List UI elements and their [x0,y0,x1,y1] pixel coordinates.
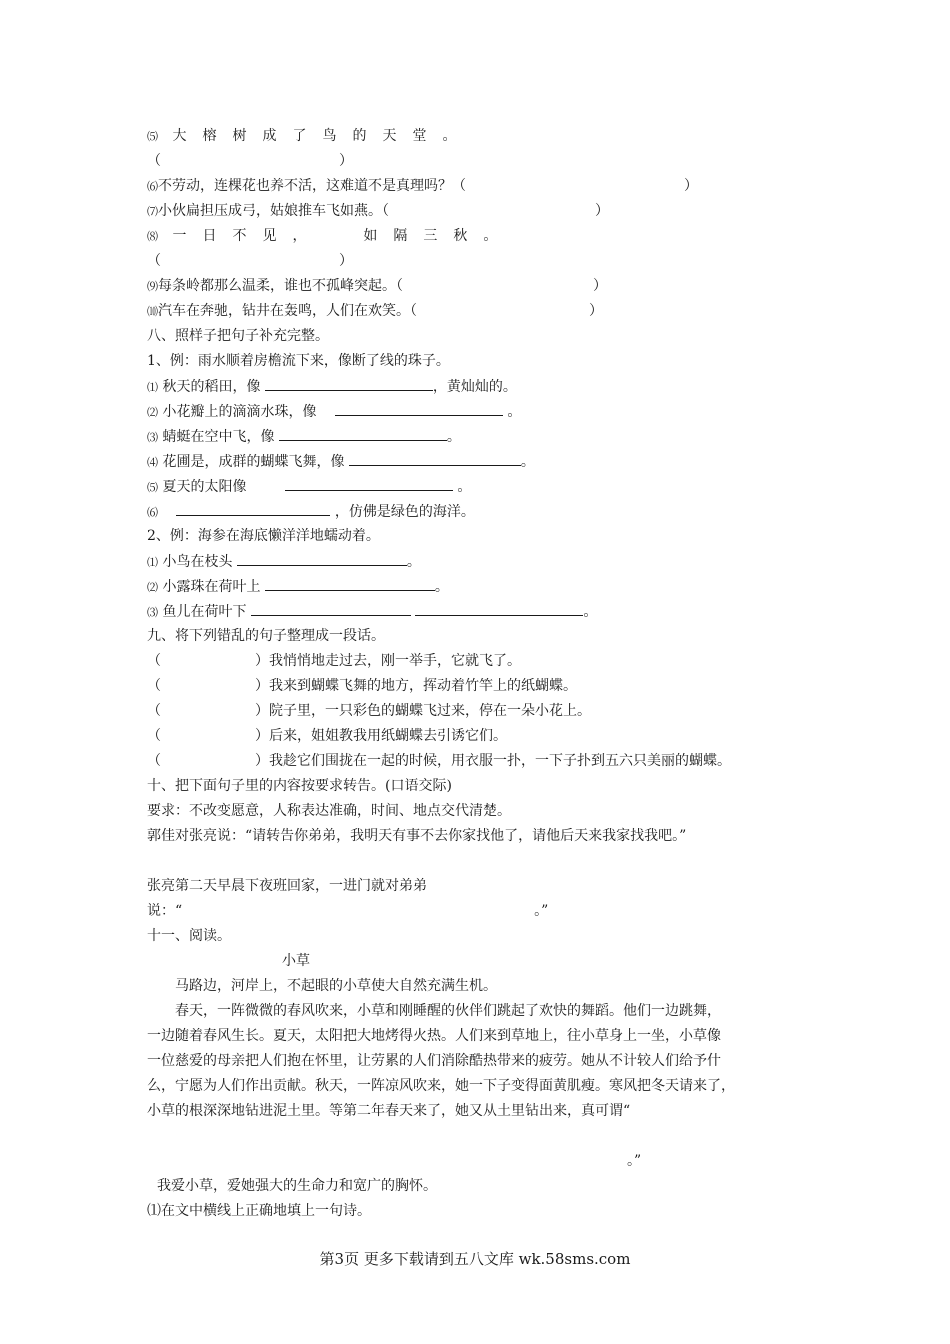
sentence-after: 。 [446,429,461,445]
sentence-after: 。 [507,404,522,420]
item-number: ⑵ [147,581,158,594]
open-paren[interactable]: （ [147,678,161,694]
fill-blank[interactable] [335,399,503,416]
sentence-text: 我趁它们围拢在一起的时候，用衣服一扑，一下子扑到五六只美丽的蝴蝶。 [269,753,731,769]
section-9-heading: 九、将下列错乱的句子整理成一段话。 [147,628,385,644]
s8-2-item-3 [147,599,827,624]
s7-item-6 [147,174,827,199]
item-number: ⑵ [147,406,158,419]
s9-item [147,724,827,749]
s8-1-item-5 [147,474,827,499]
fill-blank[interactable] [415,599,583,616]
item-number: ⑴ [147,556,158,569]
sentence-text: 院子里，一只彩色的蝴蝶飞过来，停在一朵小花上。 [269,703,591,719]
item-number: ⑹ [147,180,158,193]
item-number: ⑶ [147,431,158,444]
item-number: ⑴ [147,381,158,394]
sentence-after: 。 [434,579,449,595]
sentence-before: 秋天的稻田，像 [162,379,261,395]
open-paren[interactable]: （ [147,728,161,744]
quote-close: 。” [534,903,549,919]
sentence-text: 一日不见， 如隔三秋。 [172,228,514,244]
fill-blank[interactable] [176,499,330,516]
open-paren[interactable]: （ [147,753,161,769]
sentence-after: 。 [406,554,421,570]
answer-paren[interactable]: （ ） [147,153,354,169]
section-8-heading: 八、照样子把句子补充完整。 [147,328,329,344]
item-number: ⑻ [147,230,158,243]
reading-p2-line: 春天，一阵微微的春风吹来，小草和刚睡醒的伙伴们跳起了欢快的舞蹈。他们一边跳舞， [175,1003,721,1019]
page-footer: 第3页 更多下载请到五八文库 wk.58sms.com [319,1250,631,1268]
sentence-before: 鱼儿在荷叶下 [162,604,247,620]
s9-item [147,749,827,774]
sentence-after: 。 [583,604,598,620]
fill-blank[interactable] [265,374,433,391]
s7-item-7 [147,199,827,224]
item-number: ⑸ [147,481,158,494]
item-number: ⑹ [147,506,158,519]
fill-blank[interactable] [265,574,435,591]
s9-item [147,674,827,699]
s8-example-2: 2、例：海参在海底懒洋洋地蠕动着。 [147,528,380,544]
quote-open: 说：“ [147,903,183,919]
s8-1-item-3 [147,424,827,449]
sentence-before: 蜻蜓在空中飞，像 [162,429,275,445]
s10-line2 [147,899,827,924]
close-paren: ） [255,728,269,744]
reading-p2-end [147,1149,827,1174]
sentence-after: ，黄灿灿的。 [432,379,517,395]
item-number: ⑼ [147,280,158,293]
close-paren: ） [255,703,269,719]
reading-p1: 马路边，河岸上，不起眼的小草使大自然充满生机。 [175,978,497,994]
s7-item-9 [147,274,827,299]
sentence-text: 每条岭都那么温柔，谁也不孤峰突起。（ [158,278,403,294]
sentence-text: 小伙扁担压成弓，姑娘推车飞如燕。（ [158,203,389,219]
spacer [147,1124,827,1149]
reading-p2-line: 一边随着春风生长。夏天，太阳把大地烤得火热。人们来到草地上，往小草身上一坐，小草像 [147,1028,721,1044]
sentence-before: 小露珠在荷叶上 [162,579,261,595]
item-number: ⑺ [147,205,158,218]
reading-p2-line: 小草的根深深地钻进泥土里。等第二年春天来了，她又从土里钻出来，真可谓“ [147,1103,631,1119]
sentence-text: 大榕树成了鸟的天堂。 [172,128,473,144]
worksheet-page [147,124,827,1224]
fill-blank[interactable] [285,474,453,491]
open-paren[interactable]: （ [147,703,161,719]
s7-item-5-answer [147,149,827,174]
s8-example-1: 1、例：雨水顺着房檐流下来，像断了线的珠子。 [147,353,450,369]
section-11-heading: 十一、阅读。 [147,928,231,944]
s7-item-5 [147,124,827,149]
s10-quote: 郭佳对张亮说：“请转告你弟弟，我明天有事不去你家找他了，请他后天来我家找我吧。” [147,828,687,844]
s8-1-item-4 [147,449,827,474]
s8-2-item-1 [147,549,827,574]
item-number: ⑶ [147,606,158,619]
close-paren: ） [255,653,269,669]
fill-blank[interactable] [251,599,411,616]
fill-blank[interactable] [349,449,521,466]
s9-item [147,649,827,674]
s7-item-8 [147,224,827,249]
close-paren: ） [684,178,698,194]
s8-1-item-2 [147,399,827,424]
section-10-heading: 十、把下面句子里的内容按要求转告。(口语交际) [147,778,452,794]
sentence-before: 小鸟在枝头 [162,554,233,570]
sentence-before: 小花瓣上的滴滴水珠，像 [162,404,317,420]
close-paren: ） [255,678,269,694]
item-number: ⑷ [147,456,158,469]
close-paren: ） [595,203,609,219]
close-paren: ） [589,303,603,319]
s9-item [147,699,827,724]
sentence-after: 。 [520,454,535,470]
fill-blank[interactable] [279,424,447,441]
s8-2-item-2 [147,574,827,599]
item-number: ⑽ [147,305,158,318]
close-paren: ） [593,278,607,294]
reading-p2-line: 一位慈爱的母亲把人们抱在怀里，让劳累的人们消除酷热带来的疲劳。她从不计较人们给予什 [147,1053,721,1069]
sentence-text: 汽车在奔驰，钻井在轰鸣，人们在欢笑。（ [158,303,417,319]
s7-item-8-answer [147,249,827,274]
s7-item-10 [147,299,827,324]
reading-p3: 我爱小草，爱她强大的生命力和宽广的胸怀。 [157,1178,437,1194]
sentence-before: 夏天的太阳像 [162,479,247,495]
fill-blank[interactable] [237,549,407,566]
s10-requirement: 要求：不改变愿意，人称表达准确，时间、地点交代清楚。 [147,803,511,819]
item-number: ⑸ [147,130,158,143]
s8-1-item-6 [147,499,827,524]
reading-p2-line: 么，宁愿为人们作出贡献。秋天，一阵凉风吹来，她一下子变得面黄肌瘦。寒风把冬天请来了， [147,1078,735,1094]
sentence-text: 我来到蝴蝶飞舞的地方，挥动着竹竿上的纸蝴蝶。 [269,678,577,694]
sentence-text: 后来，姐姐教我用纸蝴蝶去引诱它们。 [269,728,507,744]
open-paren[interactable]: （ [147,653,161,669]
answer-paren[interactable]: （ ） [147,253,354,269]
sentence-after: 。 [457,479,472,495]
s8-1-item-1 [147,374,827,399]
reading-question-1: ⑴在文中横线上正确地填上一句诗。 [147,1203,371,1219]
sentence-after: ，仿佛是绿色的海洋。 [334,504,475,520]
sentence-before: 花圃是，成群的蝴蝶飞舞，像 [162,454,345,470]
reading-title: 小草 [282,953,310,969]
sentence-text: 不劳动，连棵花也养不活，这难道不是真理吗？（ [158,178,466,194]
sentence-text: 我悄悄地走过去，刚一举手，它就飞了。 [269,653,521,669]
spacer [147,849,827,874]
s10-line1: 张亮第二天早晨下夜班回家，一进门就对弟弟 [147,878,427,894]
quote-close: 。” [627,1153,642,1169]
close-paren: ） [255,753,269,769]
